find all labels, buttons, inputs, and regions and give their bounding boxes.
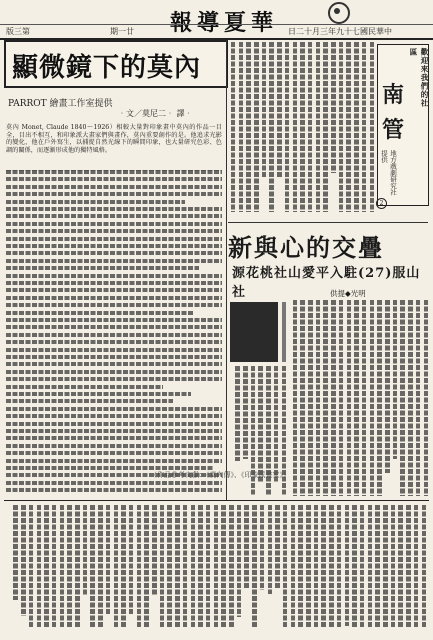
text-line <box>6 481 222 485</box>
text-column <box>198 505 203 627</box>
text-column <box>275 505 280 589</box>
text-column <box>252 505 257 627</box>
text-line <box>6 296 222 300</box>
text-line <box>6 392 191 396</box>
text-column <box>360 505 365 627</box>
section-divider <box>228 222 428 223</box>
text-column <box>262 42 267 177</box>
text-line <box>6 414 222 418</box>
text-column <box>129 505 134 615</box>
text-line <box>6 244 222 248</box>
text-column <box>300 300 305 496</box>
text-column <box>67 505 72 627</box>
text-line <box>6 340 222 344</box>
text-column <box>106 505 111 615</box>
issue-label: 期一廿 <box>110 27 134 36</box>
text-column <box>339 300 344 496</box>
article-title: 顯微鏡下的莫內 <box>12 53 202 83</box>
sidebar-issue-number: 2 <box>376 198 387 209</box>
text-line <box>6 303 222 307</box>
logo-dot-icon <box>334 8 340 14</box>
text-column <box>298 505 303 627</box>
photo-border <box>282 302 286 362</box>
text-column <box>347 300 352 496</box>
text-column <box>329 505 334 627</box>
text-column <box>44 505 49 627</box>
text-column <box>98 505 103 627</box>
second-article-subtitle: 源花桃社山愛平入駐(27)服山社 <box>232 266 421 300</box>
text-column <box>354 300 359 496</box>
text-line <box>6 200 185 204</box>
text-column <box>370 42 375 212</box>
sidebar-char-2: 管 <box>382 117 405 143</box>
text-column <box>300 42 305 212</box>
text-line <box>6 348 222 352</box>
text-column <box>144 505 149 627</box>
text-column <box>385 300 390 473</box>
text-line <box>6 281 222 285</box>
text-column <box>408 300 413 496</box>
text-column <box>416 300 421 496</box>
text-line <box>6 214 222 218</box>
page-label: 版三第 <box>6 27 30 36</box>
text-column <box>83 505 88 596</box>
date-label: 日二十月三年九十七國民華中 <box>288 27 392 36</box>
text-column <box>377 300 382 496</box>
text-column <box>370 300 375 496</box>
text-column <box>316 42 321 212</box>
text-column <box>29 505 34 627</box>
text-line <box>6 451 222 455</box>
text-column <box>283 505 288 627</box>
vertical-text-block <box>230 42 374 212</box>
text-column <box>229 505 234 627</box>
text-column <box>391 505 396 627</box>
text-column <box>362 300 367 496</box>
text-line <box>6 333 222 337</box>
text-column <box>246 42 251 212</box>
text-line <box>6 385 163 389</box>
text-column <box>239 42 244 212</box>
text-column <box>191 505 196 627</box>
text-column <box>352 505 357 627</box>
text-line <box>6 399 173 403</box>
text-column <box>339 42 344 212</box>
text-column <box>235 366 240 461</box>
text-column <box>244 505 249 588</box>
sidebar-series: 歡迎來我們的社區 <box>409 48 429 108</box>
text-line <box>6 407 222 411</box>
text-column <box>243 366 248 459</box>
text-column <box>424 300 429 496</box>
text-column <box>260 505 265 590</box>
text-line <box>6 170 222 174</box>
text-line <box>6 311 194 315</box>
text-column <box>293 300 298 496</box>
text-column <box>362 42 367 212</box>
text-column <box>121 505 126 627</box>
text-column <box>206 505 211 627</box>
text-column <box>274 366 279 483</box>
article-subtitle: PARROT 繪畫工作室提供 <box>8 99 113 109</box>
text-column <box>321 505 326 627</box>
text-column <box>414 505 419 627</box>
article-photo <box>230 302 278 362</box>
text-column <box>346 42 351 212</box>
text-column <box>13 505 18 600</box>
text-column <box>337 505 342 627</box>
bottom-text-block <box>6 505 426 627</box>
text-line <box>6 355 222 359</box>
text-line <box>6 288 222 292</box>
text-column <box>368 505 373 627</box>
text-column <box>37 505 42 627</box>
text-column <box>291 505 296 627</box>
sidebar-sub: 地方戲劇研究社提供 <box>380 150 397 196</box>
text-column <box>323 300 328 496</box>
text-column <box>254 42 259 212</box>
column-divider <box>226 40 227 500</box>
text-column <box>306 505 311 627</box>
text-line <box>6 459 222 463</box>
text-column <box>183 505 188 627</box>
text-column <box>167 505 172 627</box>
text-column <box>137 505 142 627</box>
text-column <box>152 505 157 595</box>
text-column <box>214 505 219 627</box>
text-line <box>6 444 222 448</box>
text-column <box>383 505 388 627</box>
text-column <box>406 505 411 627</box>
text-column <box>422 505 427 627</box>
text-column <box>114 505 119 627</box>
second-article-byline: 供提◆光明 <box>330 289 366 298</box>
text-line <box>6 266 199 270</box>
second-article-title: 新與心的交疊 <box>228 234 384 262</box>
text-line <box>6 185 222 189</box>
text-column <box>308 42 313 212</box>
article-author: ‧文／莫尼二‧ 譯‧ <box>118 109 193 118</box>
article-body-lines <box>6 170 222 496</box>
text-column <box>293 42 298 212</box>
newspaper-title: 報導夏華 <box>170 10 279 36</box>
text-column <box>331 300 336 496</box>
text-line <box>6 237 222 241</box>
text-column <box>221 505 226 627</box>
text-line <box>6 370 222 374</box>
text-line <box>6 177 222 181</box>
text-line <box>6 429 222 433</box>
text-line <box>6 274 222 278</box>
text-column <box>90 505 95 627</box>
text-line <box>6 251 222 255</box>
article-lead: 莫內 Monet, Claude 1840～1926）相較大量對印象畫中莫內的作品一目全，目出不相互，和印象派大畫家們與畫作，莫內重要創作的是。他追求光影的變化，他在戶外寫生，以捕捉自然光線下的瞬間印象，也大量研究色彩、色調的關係，而逐漸形成他的獨特風格。 <box>6 124 222 154</box>
text-column <box>237 505 242 617</box>
text-column <box>269 42 274 212</box>
text-column <box>314 505 319 627</box>
text-column <box>345 505 350 626</box>
text-column <box>400 300 405 496</box>
text-column <box>308 300 313 496</box>
text-column <box>393 300 398 459</box>
text-line <box>6 192 222 196</box>
footer-note: （作品參考文獻：《莫內傳》、《印象派畫家》） <box>150 471 290 479</box>
text-line <box>6 259 222 263</box>
text-column <box>75 505 80 627</box>
text-column <box>323 42 328 212</box>
text-column <box>398 505 403 627</box>
text-line <box>6 229 222 233</box>
text-column <box>375 505 380 627</box>
text-column <box>354 42 359 212</box>
text-line <box>6 318 222 322</box>
text-column <box>277 42 282 177</box>
text-line <box>6 488 222 492</box>
text-column <box>285 42 290 212</box>
text-column <box>316 300 321 496</box>
text-column <box>331 42 336 173</box>
text-column <box>52 505 57 627</box>
sidebar-char-1: 南 <box>382 82 405 108</box>
text-line <box>6 422 222 426</box>
text-column <box>231 42 236 212</box>
text-column <box>21 505 26 616</box>
text-line <box>6 362 222 366</box>
text-line <box>6 436 222 440</box>
text-column <box>268 505 273 594</box>
text-line <box>6 207 222 211</box>
text-column <box>60 505 65 627</box>
text-line <box>6 325 222 329</box>
text-column <box>258 366 263 483</box>
text-line <box>6 377 222 381</box>
text-column <box>175 505 180 627</box>
text-line <box>6 222 222 226</box>
text-column <box>160 505 165 627</box>
second-article-body <box>290 300 428 496</box>
